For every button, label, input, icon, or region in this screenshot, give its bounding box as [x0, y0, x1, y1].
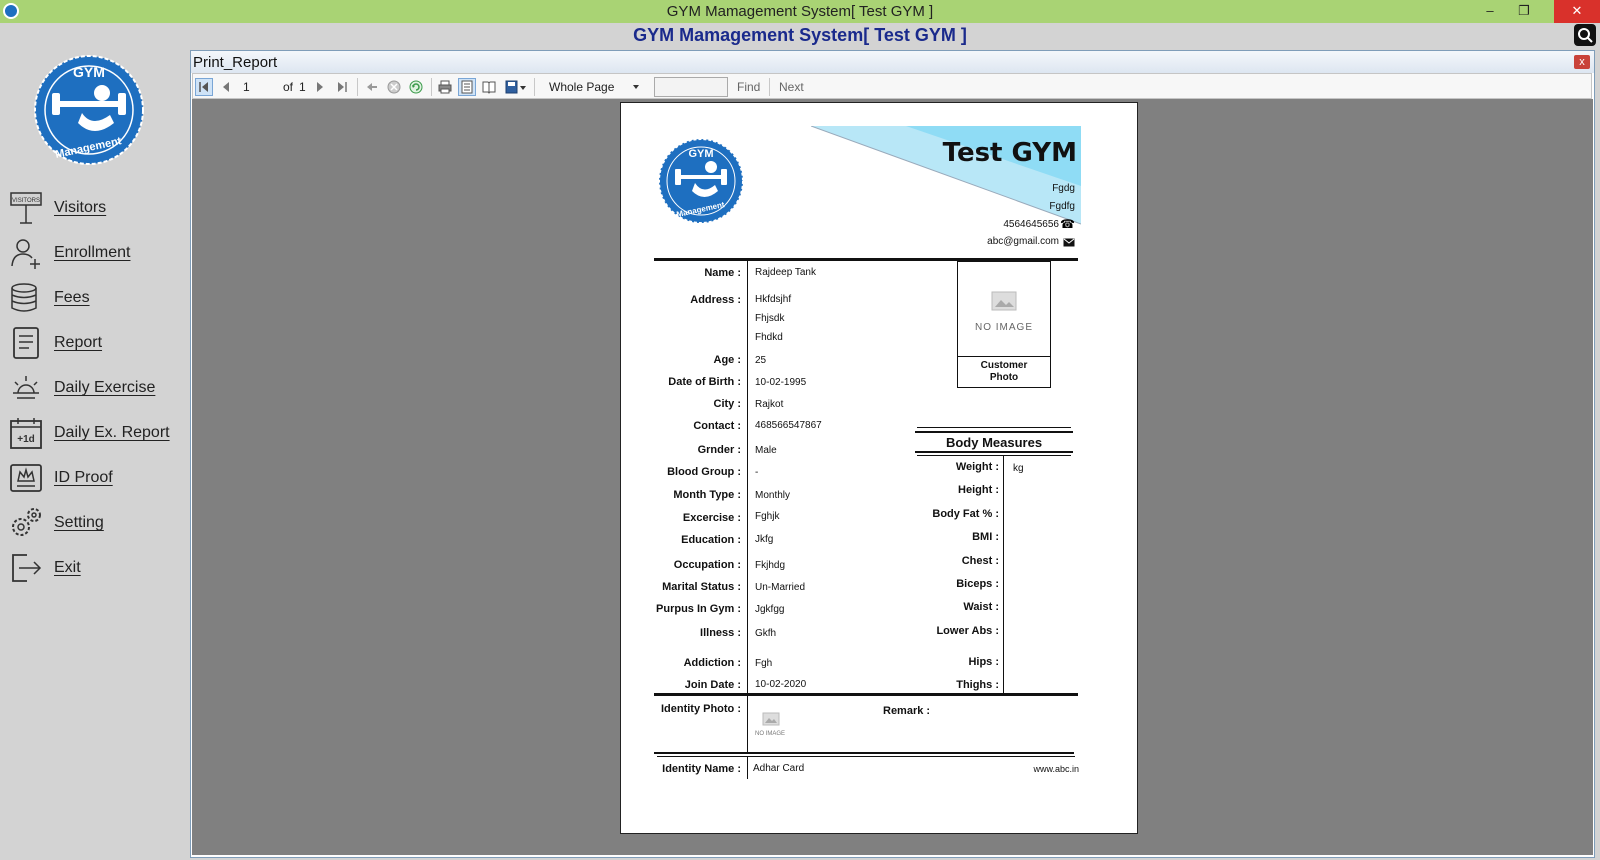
- measure-value: kg: [1013, 463, 1024, 474]
- measure-label: Body Fat % :: [932, 508, 999, 520]
- identity-image-placeholder-icon: [761, 711, 781, 727]
- report-close-button[interactable]: x: [1574, 55, 1590, 69]
- mail-icon: [1063, 238, 1075, 247]
- sidebar-item-label: Enrollment: [54, 244, 131, 261]
- gym-logo: [22, 53, 156, 167]
- identity-name-value: Adhar Card: [753, 763, 805, 774]
- field-label: Month Type :: [673, 489, 741, 501]
- toolbar-separator: [357, 78, 358, 96]
- measures-divider: [1003, 455, 1004, 693]
- customer-photo-box: [957, 261, 1051, 388]
- calendar-icon: [8, 415, 44, 451]
- print-layout-icon[interactable]: [458, 78, 476, 96]
- print-report-window: [190, 50, 1595, 858]
- identity-rule: [657, 756, 1075, 757]
- phone-icon: ☎: [1060, 217, 1075, 231]
- identity-rule: [654, 752, 1074, 754]
- field-label: Marital Status :: [662, 581, 741, 593]
- toolbar-separator: [431, 78, 432, 96]
- measures-rule: [915, 431, 1073, 433]
- visitors-sign-icon: [8, 190, 44, 226]
- field-value: Fgh: [755, 658, 773, 669]
- field-label: Join Date :: [684, 679, 741, 691]
- next-page-icon[interactable]: [311, 78, 329, 96]
- sidebar-item-label: ID Proof: [54, 469, 113, 486]
- measure-label: Hips :: [968, 656, 999, 668]
- logo-text-gym: GYM: [73, 64, 105, 80]
- image-placeholder-icon: [988, 288, 1022, 314]
- website-text: www.abc.in: [1033, 764, 1079, 774]
- calendar-icon-text: +1d: [17, 434, 35, 445]
- sidebar-item-daily-exercise[interactable]: [8, 368, 186, 408]
- last-page-icon[interactable]: [333, 78, 351, 96]
- sun-icon: [8, 370, 44, 406]
- measure-label: Thighs :: [956, 679, 999, 691]
- measures-rule: [915, 451, 1073, 453]
- field-value: Jkfg: [755, 534, 774, 545]
- page-of-label: of: [283, 80, 294, 94]
- bottom-section-rule: [654, 693, 1078, 696]
- report-page: [620, 102, 1138, 834]
- sidebar-item-visitors[interactable]: [8, 188, 186, 228]
- field-label: Blood Group :: [667, 466, 741, 478]
- sidebar-item-label: Setting: [54, 514, 104, 531]
- field-label: Purpus In Gym :: [656, 603, 741, 615]
- report-icon: [8, 325, 44, 361]
- field-value: Fkjhdg: [755, 560, 786, 571]
- refresh-icon[interactable]: [407, 78, 425, 96]
- field-value: Rajkot: [755, 399, 784, 410]
- find-next-button[interactable]: Next: [779, 80, 804, 94]
- sidebar-item-enrollment[interactable]: [8, 233, 186, 273]
- measure-label: Chest :: [961, 555, 999, 567]
- current-page-input[interactable]: 1: [243, 80, 250, 94]
- report-window-title-bar: [191, 51, 1594, 73]
- find-button[interactable]: Find: [737, 80, 761, 94]
- restore-button[interactable]: ❐: [1518, 3, 1530, 18]
- coins-stack-icon: [8, 280, 44, 316]
- minimize-button[interactable]: –: [1486, 3, 1494, 18]
- back-icon[interactable]: [363, 78, 381, 96]
- report-email: abc@gmail.com: [987, 236, 1059, 247]
- measure-label: Biceps :: [956, 578, 999, 590]
- close-button[interactable]: ✕: [1554, 0, 1600, 23]
- customer-photo-caption: Customer Photo: [980, 360, 1028, 383]
- toolbar-separator: [534, 78, 535, 96]
- sidebar-item-label: Exit: [54, 559, 81, 576]
- body-measures-title: Body Measures: [945, 435, 1043, 450]
- export-icon[interactable]: [504, 78, 528, 96]
- report-address-line1: Fgdg: [1052, 183, 1075, 194]
- field-label: Addiction :: [683, 657, 741, 669]
- report-phone: 4564645656: [1003, 219, 1059, 230]
- report-gym-logo: [657, 137, 745, 225]
- report-gym-name: Test GYM: [942, 138, 1077, 168]
- sidebar-item-fees[interactable]: [8, 278, 186, 318]
- identity-name-label: Identity Name :: [662, 763, 741, 775]
- measures-rule: [917, 455, 1071, 456]
- field-value: 468566547867: [755, 420, 822, 431]
- field-value: -: [755, 467, 759, 478]
- field-label: Name :: [704, 267, 741, 279]
- report-logo-text-management: Management: [675, 200, 726, 220]
- window-title-bar: [0, 0, 1600, 23]
- field-value: Un-Married: [755, 582, 806, 593]
- app-header: [0, 23, 1600, 48]
- total-pages-label: 1: [299, 80, 306, 94]
- field-label: Date of Birth :: [668, 376, 741, 388]
- photo-caption-rule: [958, 356, 1050, 357]
- field-label: Education :: [681, 534, 741, 546]
- field-label: Age :: [713, 354, 741, 366]
- field-value: Jgkfgg: [755, 604, 785, 615]
- report-logo-text-gym: GYM: [688, 148, 714, 160]
- gears-icon: [8, 505, 44, 541]
- sidebar-item-id-proof[interactable]: [8, 458, 186, 498]
- logo-text-management: Management: [54, 135, 123, 161]
- measure-label: Waist :: [963, 601, 999, 613]
- field-value: Monthly: [755, 490, 791, 501]
- chevron-down-icon[interactable]: [627, 78, 645, 96]
- field-label: Excercise :: [682, 512, 741, 524]
- field-value: Male: [755, 445, 777, 456]
- field-label: Contact :: [693, 420, 741, 432]
- measure-label: Weight :: [955, 461, 999, 473]
- sidebar-item-label: Daily Exercise: [54, 379, 156, 396]
- report-window-title: Print_Report: [193, 54, 278, 71]
- sidebar-item-label: Visitors: [54, 199, 107, 216]
- visitors-sign-text: VISITORS: [12, 198, 40, 204]
- toolbar-separator: [769, 78, 770, 96]
- measure-label: Height :: [958, 484, 999, 496]
- report-viewer: [192, 99, 1593, 855]
- field-value: 10-02-2020: [755, 679, 807, 690]
- report-toolbar: [192, 73, 1592, 99]
- measures-rule: [917, 427, 1071, 428]
- field-label: Address :: [690, 294, 741, 306]
- identity-photo-label: Identity Photo :: [660, 703, 741, 715]
- bottom-label-divider: [747, 696, 748, 752]
- field-value: Hkfdsjhf: [755, 294, 792, 305]
- id-card-icon: [8, 460, 44, 496]
- exit-icon: [8, 550, 44, 586]
- field-label: Illness :: [700, 627, 741, 639]
- add-user-icon: [8, 235, 44, 271]
- first-page-icon[interactable]: [195, 78, 213, 96]
- sidebar-item-exit[interactable]: [8, 548, 186, 588]
- window-title: GYM Mamagement System[ Test GYM ]: [666, 3, 934, 20]
- page-setup-icon[interactable]: [480, 78, 498, 96]
- find-input[interactable]: [654, 77, 728, 97]
- report-address-line2: Fgdfg: [1049, 201, 1075, 212]
- field-value: 25: [755, 355, 767, 366]
- field-value: Gkfh: [755, 628, 777, 639]
- field-value: Fhjsdk: [755, 313, 785, 324]
- app-header-title: GYM Mamagement System[ Test GYM ]: [633, 25, 967, 45]
- zoom-select[interactable]: Whole Page: [549, 80, 615, 94]
- identity-photo-placeholder: NO IMAGE: [755, 731, 786, 737]
- sidebar-item-setting[interactable]: [8, 503, 186, 543]
- field-label: City :: [713, 398, 741, 410]
- print-icon[interactable]: [436, 78, 454, 96]
- sidebar-item-label: Report: [54, 334, 103, 351]
- field-value: Rajdeep Tank: [755, 267, 816, 278]
- field-label: Grnder :: [697, 444, 741, 456]
- previous-page-icon[interactable]: [217, 78, 235, 96]
- stop-icon[interactable]: [385, 78, 403, 96]
- field-value: 10-02-1995: [755, 377, 807, 388]
- customer-photo-placeholder: NO IMAGE: [974, 322, 1033, 333]
- field-label: Occupation :: [673, 559, 741, 571]
- measure-label: BMI :: [972, 531, 999, 543]
- remark-label: Remark :: [883, 705, 931, 717]
- sidebar: [0, 48, 190, 860]
- sidebar-item-label: Fees: [54, 289, 90, 306]
- field-value: Fghjk: [755, 511, 780, 522]
- sidebar-item-report[interactable]: [8, 323, 186, 363]
- sidebar-item-label: Daily Ex. Report: [54, 424, 170, 441]
- search-icon[interactable]: [1574, 24, 1596, 46]
- report-label-divider: [747, 261, 748, 693]
- measure-label: Lower Abs :: [936, 625, 999, 637]
- sidebar-item-daily-ex-report[interactable]: [8, 413, 186, 453]
- field-value: Fhdkd: [755, 332, 783, 343]
- identity-name-divider: [747, 757, 748, 779]
